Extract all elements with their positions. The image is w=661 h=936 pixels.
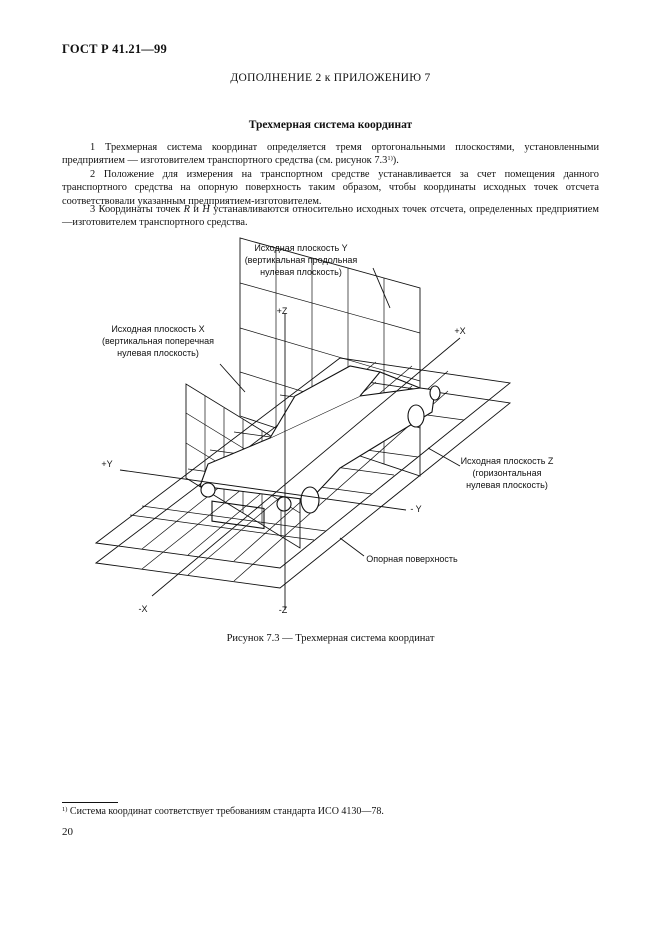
label-ground: Опорная поверхность bbox=[366, 554, 458, 564]
label-plane-y-line2: (вертикальная продольная bbox=[244, 255, 358, 265]
label-plane-x-line1: Исходная плоскость X bbox=[111, 324, 205, 334]
axis-label-minus-x: -X bbox=[138, 604, 148, 614]
supplement-title: ДОПОЛНЕНИЕ 2 к ПРИЛОЖЕНИЮ 7 bbox=[230, 72, 431, 84]
point-h: H bbox=[202, 204, 210, 215]
label-plane-y-line3: нулевая плоскость) bbox=[260, 267, 342, 277]
car-outline bbox=[200, 366, 440, 528]
axis-label-minus-z: -Z bbox=[278, 605, 288, 615]
axis-label-minus-y: - Y bbox=[410, 504, 422, 514]
footnote-reference: 1) bbox=[387, 155, 393, 163]
coordinate-system-drawing bbox=[90, 238, 554, 623]
label-plane-x-line2: (вертикальная поперечная bbox=[101, 336, 215, 346]
axis-label-plus-x: +X bbox=[454, 326, 466, 336]
leader-plane-z bbox=[428, 448, 460, 466]
section-title: Трехмерная система координат bbox=[248, 119, 413, 131]
document-header: ГОСТ Р 41.21—99 bbox=[62, 42, 167, 56]
footnote-mark: 1) bbox=[62, 806, 68, 813]
leader-plane-y bbox=[373, 268, 390, 308]
label-plane-z-line3: нулевая плоскость) bbox=[466, 480, 548, 490]
leader-ground bbox=[340, 538, 364, 556]
coordinate-system-figure bbox=[90, 238, 554, 628]
paragraph-3-mid: и bbox=[190, 204, 203, 215]
label-plane-z-line2: (горизонтальная bbox=[472, 468, 542, 478]
point-r: R bbox=[183, 204, 191, 215]
paragraph-1-tail: ). bbox=[392, 155, 399, 167]
paragraph-1 bbox=[62, 141, 599, 168]
paragraph-3 bbox=[62, 203, 599, 230]
paragraph-2: 2 Положение для измерения на транспортном средстве устанавливается за счет помещения данного транспортного средства на опорную поверхность таким образом, чтобы координаты исходных точек отсчета соответствовали указанным предприятием-изготовителем. bbox=[62, 169, 599, 207]
paragraph-3-pre: 3 Координаты точек bbox=[90, 204, 184, 215]
paragraph-1-text: 1 Трехмерная система координат определяется тремя ортогональными плоскостями, установленными предприятием — изготовителем транспортного средства (см. рисунок 7.3 bbox=[62, 142, 599, 167]
figure-caption: Рисунок 7.3 — Трехмерная система координат bbox=[226, 633, 435, 644]
footnote-divider bbox=[62, 802, 118, 803]
paragraph-3-post: устанавливаются относительно исходных точек отсчета, определенных предприятием—изготовителем транспортного средства. bbox=[62, 204, 599, 229]
axis-label-plus-z: +Z bbox=[276, 306, 288, 316]
leader-plane-x bbox=[220, 364, 245, 392]
footnote bbox=[62, 806, 384, 817]
footnote-text: Система координат соответствует требованиям стандарта ИСО 4130—78. bbox=[67, 806, 384, 817]
page-number: 20 bbox=[62, 826, 73, 838]
label-plane-x-line3: нулевая плоскость) bbox=[117, 348, 199, 358]
axis-label-plus-y: +Y bbox=[101, 459, 113, 469]
label-plane-z-line1: Исходная плоскость Z bbox=[460, 456, 554, 466]
label-plane-y-line1: Исходная плоскость Y bbox=[254, 243, 348, 253]
